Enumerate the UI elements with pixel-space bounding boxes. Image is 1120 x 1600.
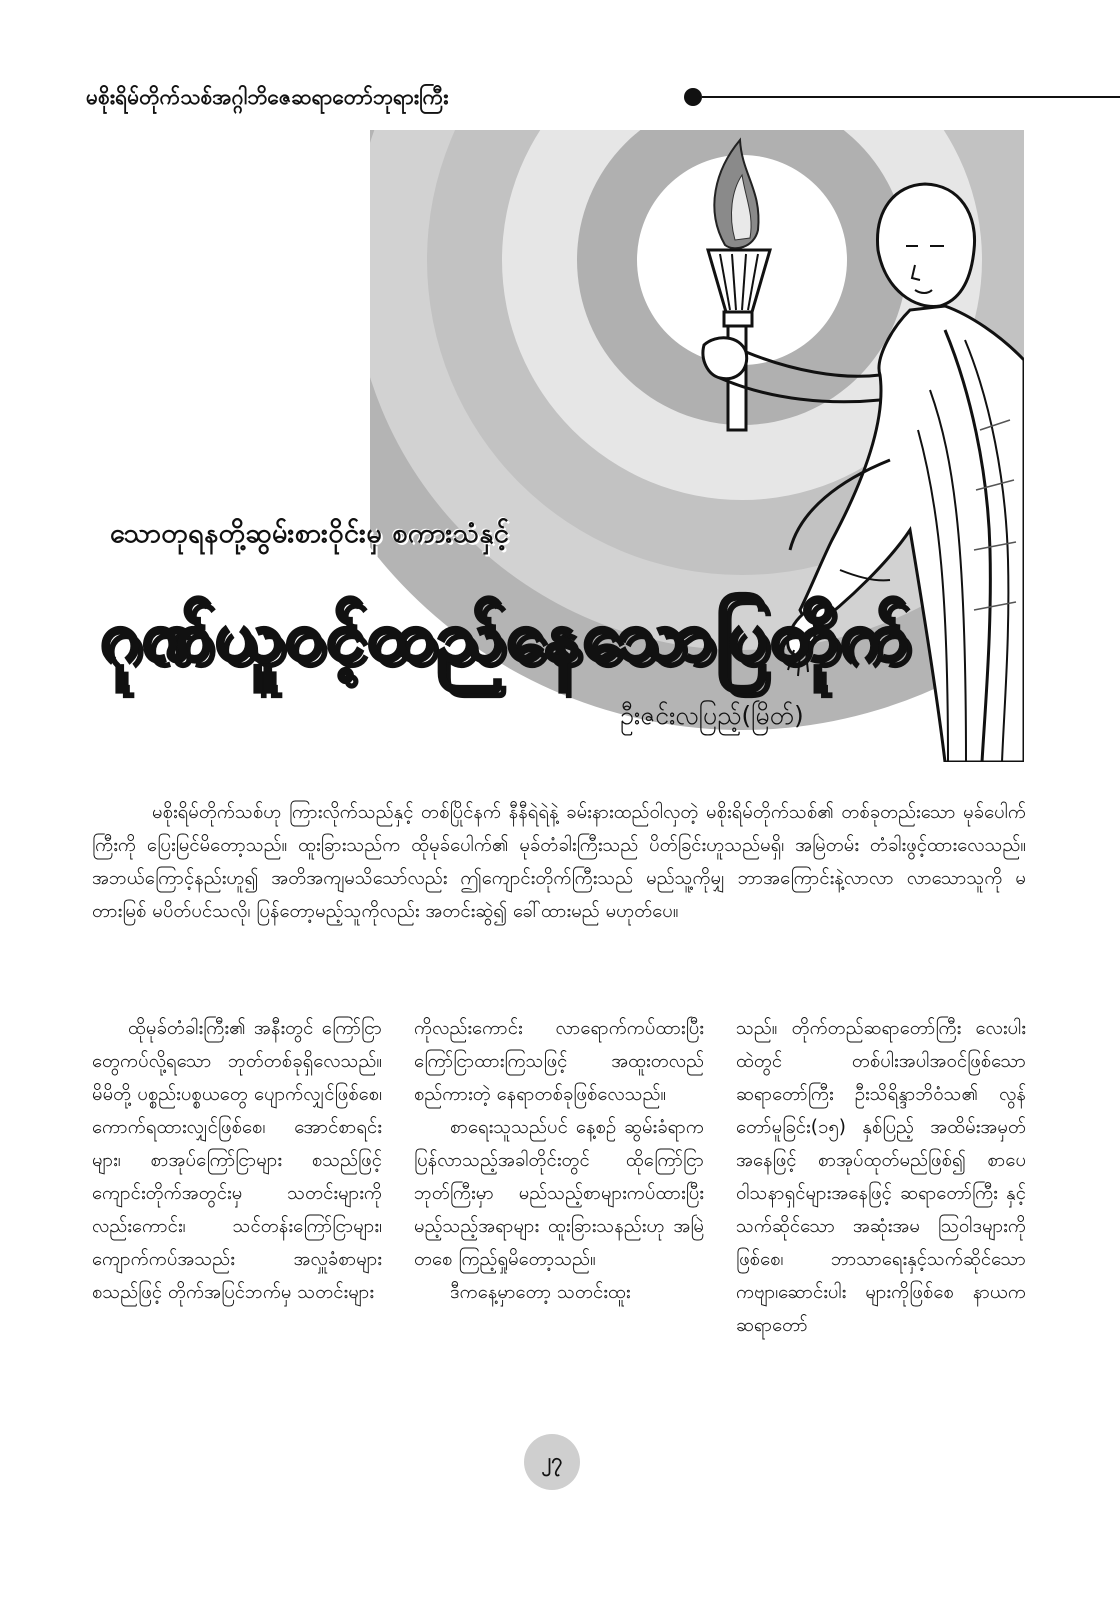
column-1: [92, 1012, 382, 1402]
article-title: ဂုဏ်ယူဝင့်ထည်နေသောပြတိုက်: [100, 595, 911, 677]
column-2-paragraph: စာရေးသူသည်ပင် နေ့စဉ် ဆွမ်းခံရာက ပြန်လာသည့်အခါတိုင်းတွင် ထိုကြော်ငြာဘုတ်ကြီးမှာ မည်သည့်စာများကပ်ထားပြီး မည့်သည့်အရာများ ထူးခြားသနည်းဟု အမြဲတစေ ကြည့်ရှုမိတော့သည်။: [414, 1117, 704, 1270]
intro-paragraph-block: [92, 796, 1026, 928]
header-bullet-icon: [684, 88, 702, 106]
column-2-paragraph-last: ဒီကနေ့မှာတော့ သတင်းထူး: [450, 1282, 631, 1303]
header-title: မစိုးရိမ်တိုက်သစ်အဂ္ဂါဘိဇေဆရာတော်ဘုရားကြီး: [86, 85, 449, 109]
header-rule: [702, 96, 1120, 98]
column-2: [414, 1012, 704, 1402]
body-columns: [92, 1012, 1026, 1402]
column-1-paragraph: ထိုမုခ်တံခါးကြီး၏ အနီးတွင် ကြော်ငြာတွေကပ်လို့ရသော ဘုတ်တစ်ခုရှိလေသည်။ မိမိတို့ ပစ္စည်းပစ္စယတွေ ပျောက်လျှင်ဖြစ်စေ၊ ကောက်ရထားလျှင်ဖြစ်စေ၊ အောင်စာရင်းများ၊ စာအုပ်ကြော်ငြာများ စသည်ဖြင့် ကျောင်းတိုက်အတွင်းမှ သတင်းများကို လည်းကောင်း၊ သင်တန်းကြော်ငြာများ၊ ကျောက်ကပ်အသည်း အလှူခံစာများစသည်ဖြင့် တိုက်အပြင်ဘက်မှ သတင်းများ: [92, 1018, 382, 1303]
intro-paragraph: မစိုးရိမ်တိုက်သစ်ဟု ကြားလိုက်သည်နှင့် တစ်ပြိုင်နက် နီနီရဲရဲနဲ့ ခမ်းနားထည်ဝါလှတဲ့ မစိုးရိမ်တိုက်သစ်၏ တစ်ခုတည်းသော မုခ်ပေါက်ကြီးကို ပြေးမြင်မိတော့သည်။ ထူးခြားသည်က ထိုမုခ်ပေါက်၏ မုခ်တံခါးကြီးသည် ပိတ်ခြင်းဟူသည်မရှိ၊ အမြဲတမ်း တံခါးဖွင့်ထားလေသည်။ အဘယ်ကြောင့်နည်းဟူ၍ အတိအကျမသိသော်လည်း ဤကျောင်းတိုက်ကြီးသည် မည်သူ့ကိုမျှ ဘာအကြောင်းနဲ့လာလာ လာသောသူကို မတားမြစ် မပိတ်ပင်သလို၊ ပြန်တော့မည့်သူကိုလည်း အတင်းဆွဲ၍ ခေါ်ထားမည် မဟုတ်ပေ။: [92, 802, 1026, 922]
running-header: [86, 78, 1026, 118]
page-number: [524, 1434, 580, 1490]
article-subtitle: သောတုရနတို့ဆွမ်းစားဝိုင်းမှ စကားသံနှင့်: [110, 518, 510, 549]
column-3-paragraph: သည်။ တိုက်တည်ဆရာတော်ကြီး လေးပါးထဲတွင် တစ်ပါးအပါအဝင်ဖြစ်သော ဆရာတော်ကြီး ဦးသိရိန္ဒာဘိဝံသ၏ လွန်တော်မူခြင်း(၁၅) နှစ်ပြည့် အထိမ်းအမှတ် အနေဖြင့် စာအုပ်ထုတ်မည်ဖြစ်၍ စာပေဝါသနာရှင်များအနေဖြင့် ဆရာတော်ကြီး နှင့်သက်ဆိုင်သော အဆုံးအမ သြဝါဒများကို ဖြစ်စေ၊ ဘာသာရေးနှင့်သက်ဆိုင်သော ကဗျာ၊ဆောင်းပါး များကိုဖြစ်စေ နာယကဆရာတော်: [736, 1018, 1026, 1336]
article-byline: ဦးဇင်းလပြည့်(မြိတ်): [620, 701, 804, 730]
page-number-text: ၂၇: [541, 1448, 563, 1472]
column-2-paragraph-continued: ကိုလည်းကောင်း လာရောက်ကပ်ထားပြီး ကြော်ငြာထားကြသဖြင့် အထူးတလည် စည်ကားတဲ့ နေရာတစ်ခုဖြစ်လေသည်။: [414, 1018, 704, 1105]
column-3: [736, 1012, 1026, 1402]
